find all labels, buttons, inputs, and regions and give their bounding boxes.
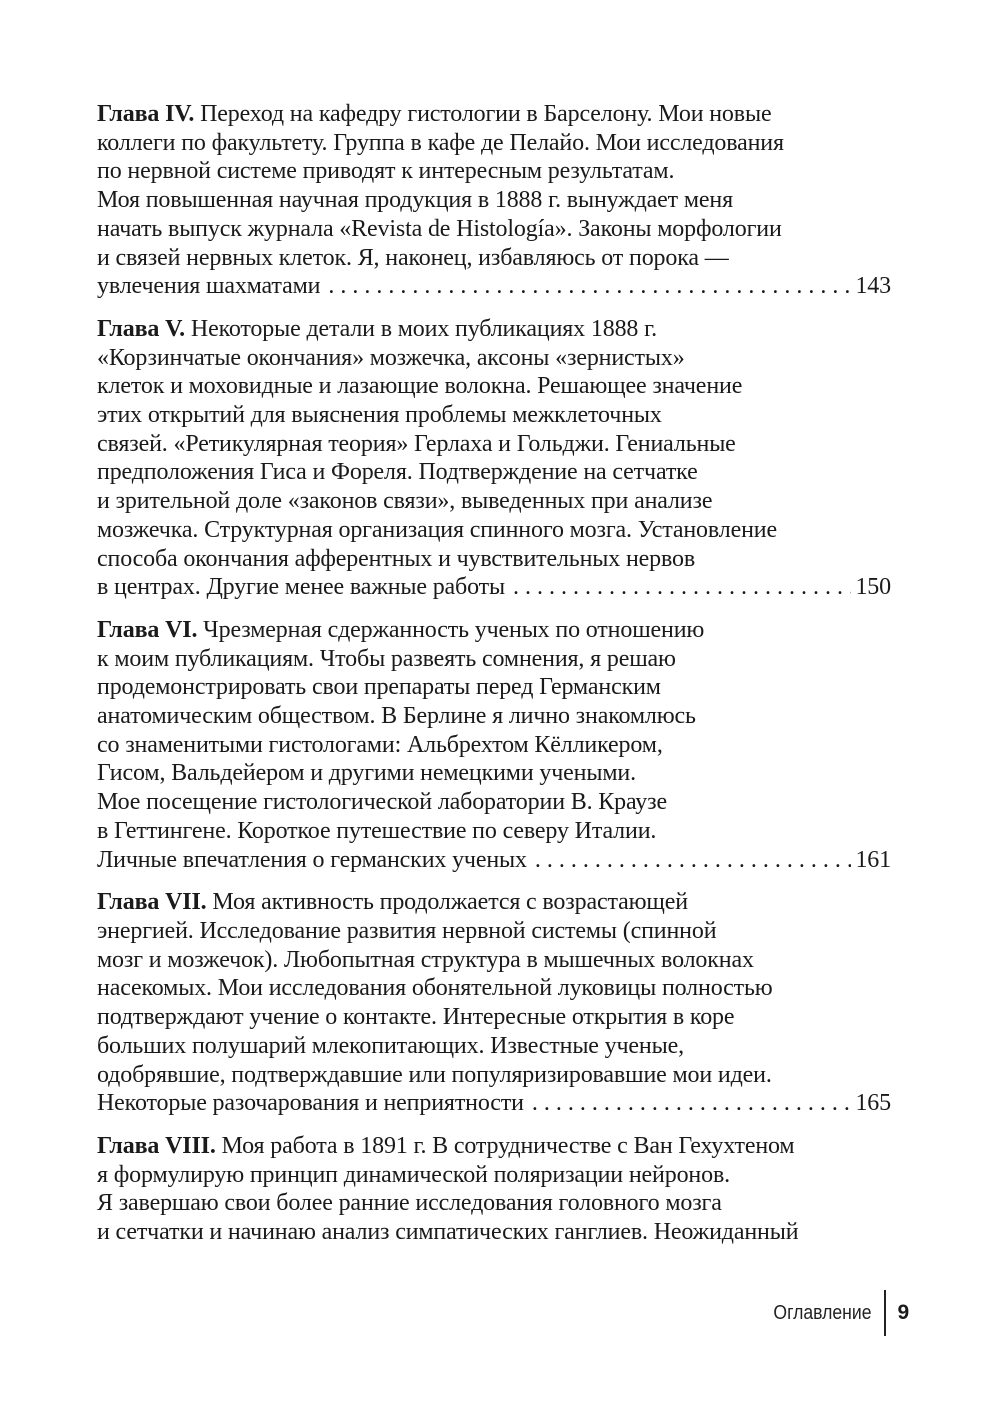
entry-line: способа окончания афферентных и чувствительных нервов: [97, 545, 696, 572]
entry-text: увлечения шахматами: [97, 273, 321, 300]
toc-entry: [97, 100, 891, 301]
entry-line: и сетчатки и начинаю анализ симпатических ганглиев. Неожиданный: [97, 1219, 799, 1246]
entry-line: в Геттингене. Короткое путешествие по северу Италии.: [97, 817, 657, 844]
entry-line: «Корзинчатые окончания» мозжечка, аксоны «зернистых»: [97, 344, 685, 371]
entry-line: связей. «Ретикулярная теория» Герлаха и Гольджи. Гениальные: [97, 430, 736, 457]
entry-line: клеток и моховидные и лазающие волокна. Решающее значение: [97, 373, 743, 400]
entry-last-line: [97, 1089, 891, 1118]
entry-line: Гисом, Вальдейером и другими немецкими учеными.: [97, 760, 636, 787]
entry-line: Я завершаю свои более ранние исследования головного мозга: [97, 1190, 722, 1217]
table-of-contents: [97, 100, 891, 1261]
entry-text: Переход на кафедру гистологии в Барселону. Мои новые: [194, 101, 772, 127]
entry-line: Мое посещение гистологической лаборатории В. Краузе: [97, 789, 667, 816]
running-head: Оглавление: [773, 1301, 872, 1324]
dot-leader: [532, 1089, 852, 1118]
entry-line: энергией. Исследование развития нервной системы (спинной: [97, 917, 717, 944]
entry-line: одобрявшие, подтверждавшие или популяризировавшие мои идеи.: [97, 1061, 772, 1088]
entry-text: Чрезмерная сдержанность ученых по отношению: [197, 616, 705, 643]
entry-line: [97, 100, 891, 129]
entry-text: в центрах. Другие менее важные работы: [97, 574, 505, 601]
entry-line: со знаменитыми гистологами: Альбрехтом Кёлликером,: [97, 731, 663, 758]
toc-entry: [97, 1132, 891, 1247]
entry-page-number: 150: [855, 574, 891, 601]
entry-line: Моя повышенная научная продукция в 1888 г. вынуждает меня: [97, 187, 733, 214]
entry-line: предположения Гиса и Фореля. Подтверждение на сетчатке: [97, 459, 698, 486]
toc-entry: [97, 616, 891, 874]
entry-line: больших полушарий млекопитающих. Известные ученые,: [97, 1032, 684, 1059]
entry-page-number: 161: [855, 846, 891, 873]
entry-line: подтверждают учение о контакте. Интересные открытия в коре: [97, 1004, 735, 1031]
entry-line: продемонстрировать свои препараты перед Германским: [97, 674, 661, 701]
toc-entry: [97, 888, 891, 1118]
entry-last-line: [97, 846, 891, 875]
chapter-label: Глава VII.: [97, 889, 207, 916]
page-footer: [760, 1288, 909, 1338]
page-number: 9: [897, 1301, 910, 1324]
entry-last-line: [97, 573, 891, 602]
entry-line: анатомическим обществом. В Берлине я лично знакомлюсь: [97, 703, 696, 730]
entry-line: мозг и мозжечок). Любопытная структура в мышечных волокнах: [97, 946, 754, 973]
chapter-label: Глава VIII.: [97, 1132, 216, 1159]
entry-line: по нервной системе приводят к интересным результатам.: [97, 158, 675, 185]
entry-line: и зрительной доле «законов связи», выведенных при анализе: [97, 488, 713, 515]
toc-entry: [97, 315, 891, 602]
chapter-label: Глава IV.: [97, 101, 195, 127]
entry-line: [97, 616, 891, 645]
entry-text: Личные впечатления о германских ученых: [97, 846, 527, 873]
entry-page-number: 143: [855, 273, 891, 300]
dot-leader: [513, 573, 851, 602]
entry-line: я формулирую принцип динамической поляризации нейронов.: [97, 1161, 731, 1188]
entry-line: и связей нервных клеток. Я, наконец, избавляюсь от порока —: [97, 244, 729, 271]
chapter-label: Глава VI.: [97, 616, 198, 643]
entry-line: мозжечка. Структурная организация спинного мозга. Установление: [97, 516, 777, 543]
dot-leader: [328, 272, 851, 301]
entry-line: к моим публикациям. Чтобы развеять сомнения, я решаю: [97, 645, 676, 672]
entry-text: Некоторые детали в моих публикациях 1888 г.: [185, 315, 657, 342]
entry-line: начать выпуск журнала «Revista de Histología». Законы морфологии: [97, 215, 782, 242]
entry-line: коллеги по факультету. Группа в кафе де Пелайо. Мои исследования: [97, 129, 784, 156]
chapter-label: Глава V.: [97, 315, 186, 342]
divider: [884, 1290, 886, 1336]
entry-line: [97, 1132, 891, 1161]
entry-line: [97, 315, 891, 344]
entry-line: насекомых. Мои исследования обонятельной луковицы полностью: [97, 975, 773, 1002]
entry-text: Некоторые разочарования и неприятности: [97, 1090, 524, 1117]
entry-line: этих открытий для выяснения проблемы межклеточных: [97, 402, 662, 429]
entry-line: [97, 888, 891, 917]
entry-page-number: 165: [855, 1090, 891, 1117]
entry-last-line: [97, 272, 891, 301]
entry-text: Моя работа в 1891 г. В сотрудничестве с Ван Гехухтеном: [215, 1132, 795, 1159]
entry-text: Моя активность продолжается с возрастающей: [206, 889, 688, 916]
dot-leader: [535, 846, 852, 875]
